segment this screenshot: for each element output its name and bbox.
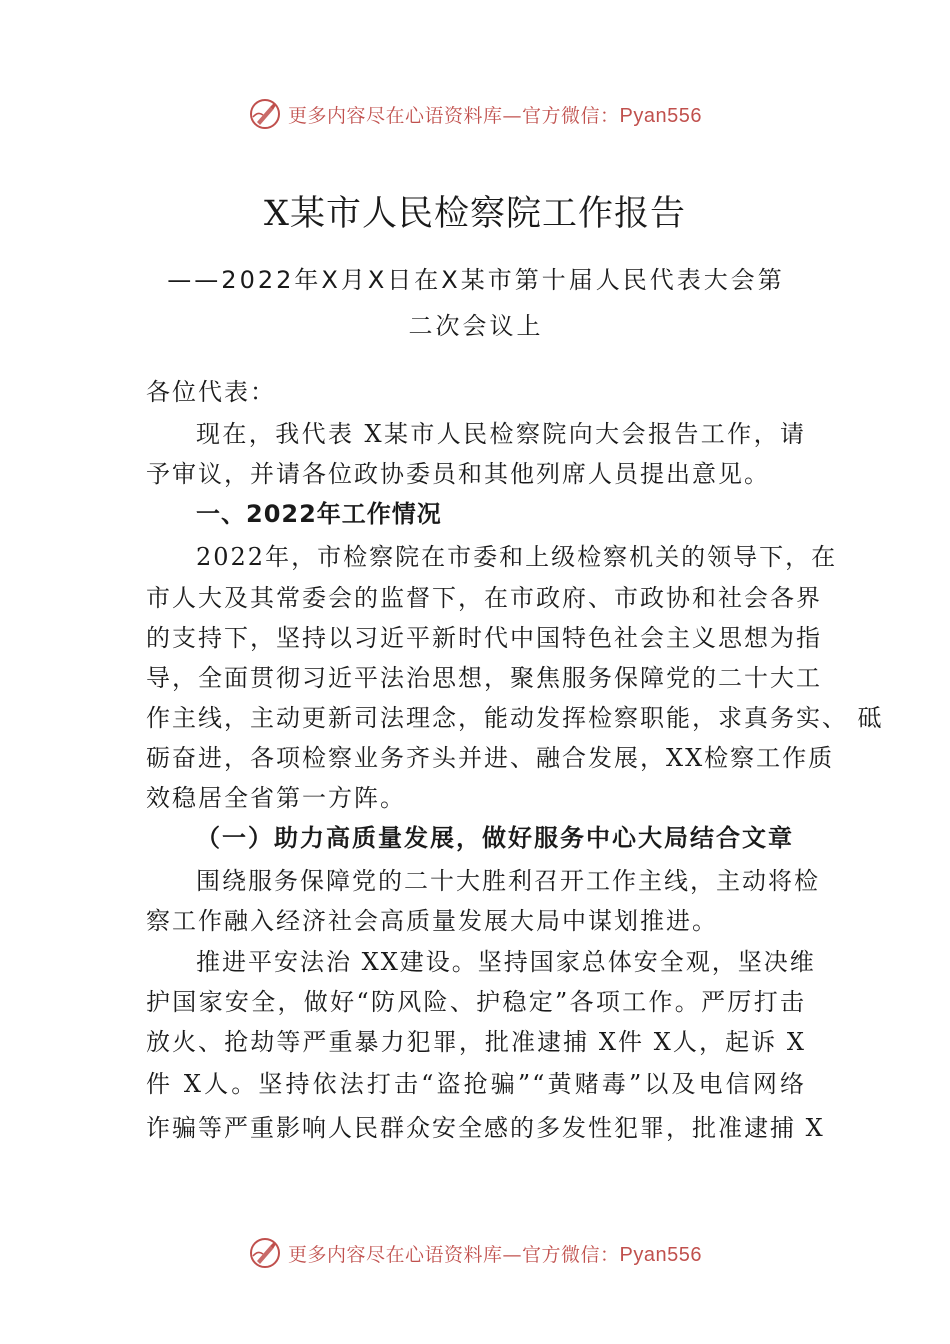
paragraph-line: 予审议，并请各位政协委员和其他列席人员提出意见。 <box>146 460 770 488</box>
section-heading: 一、2022年工作情况 <box>196 500 442 528</box>
paragraph-line: 的支持下，坚持以习近平新时代中国特色社会主义思想为指 <box>146 624 822 652</box>
watermark-text: 更多内容尽在心语资料库—官方微信：Pyan556 <box>288 104 702 127</box>
subtitle-line-2: 二次会议上 <box>408 312 544 340</box>
paragraph-line: 放火、抢劫等严重暴力犯罪，批准逮捕 X件 X人，起诉 X <box>146 1028 806 1056</box>
paragraph-line: 作主线，主动更新司法理念，能动发挥检察职能，求真务实、 砥 <box>146 704 884 732</box>
paragraph-line: 市人大及其常委会的监督下，在市政府、市政协和社会各界 <box>146 584 822 612</box>
paragraph-line: 现在，我代表 X某市人民检察院向大会报告工作，请 <box>196 420 806 448</box>
watermark-text: 更多内容尽在心语资料库—官方微信：Pyan556 <box>288 1243 702 1266</box>
paragraph-line: 护国家安全，做好“防风险、护稳定”各项工作。严厉打击 <box>146 988 806 1016</box>
paragraph-line: 效稳居全省第一方阵。 <box>146 784 406 812</box>
paragraph-line: 件 X人。坚持依法打击“盗抢骗”“黄赌毒”以及电信网络 <box>146 1070 806 1098</box>
paragraph-line: 砺奋进，各项检察业务齐头并进、融合发展，XX检察工作质 <box>146 744 835 772</box>
paragraph-line: 诈骗等严重影响人民群众安全感的多发性犯罪，批准逮捕 X <box>146 1114 825 1142</box>
watermark-footer <box>0 1233 950 1273</box>
pen-logo-icon <box>248 97 282 131</box>
paragraph-line: 导，全面贯彻习近平法治思想，聚焦服务保障党的二十大工 <box>146 664 822 692</box>
page-title: X某市人民检察院工作报告 <box>264 194 686 234</box>
watermark-header <box>0 94 950 134</box>
pen-logo-icon <box>248 1236 282 1270</box>
paragraph-line: 围绕服务保障党的二十大胜利召开工作主线，主动将检 <box>196 867 820 895</box>
subsection-heading: （一）助力高质量发展，做好服务中心大局结合文章 <box>196 823 794 852</box>
paragraph-line: 推进平安法治 XX建设。坚持国家总体安全观，坚决维 <box>196 948 816 976</box>
paragraph-line: 察工作融入经济社会高质量发展大局中谋划推进。 <box>146 907 718 935</box>
subtitle-line-1: ——2022年X月X日在X某市第十届人民代表大会第 <box>167 266 785 294</box>
greeting: 各位代表： <box>146 378 276 406</box>
paragraph-line: 2022年，市检察院在市委和上级检察机关的领导下，在 <box>196 543 838 571</box>
